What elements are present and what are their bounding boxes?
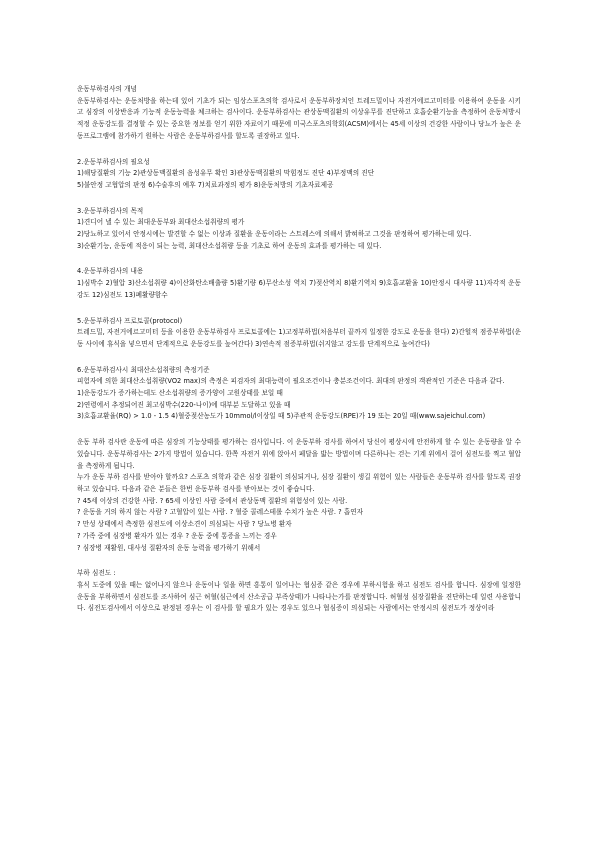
section-title: 운동부하검사의 개념 (77, 85, 137, 93)
list-item: ? 심장병 재활원, 대사성 질환자의 운동 능력을 평가하기 위해서 (77, 543, 261, 552)
paragraph: 2)연령에서 추정되어진 최고심박수(220-나이)에 대부분 도달하고 있을 때 (77, 400, 291, 409)
list-item: ? 운동을 거의 하지 않는 사람 ? 고혈압이 있는 사람. ? 혈중 콜레스테롤 수치가 높은 사람. ? 흡연자 (77, 508, 364, 517)
paragraph: 3)순환기능, 운동에 적응이 되는 능력, 최대산소섭취량 등을 기초로 하여 운동의 효과를 평가하는 데 있다. (77, 241, 382, 250)
document-body (77, 84, 521, 615)
paragraph: 3)호흡교환율(RQ) > 1.0 - 1.5 4)혈중젖산농도가 10mmol/l이상일 때 5)주관적 운동강도(RPE)가 19 또는 20일 때(www.sajeichul.com) (77, 412, 486, 421)
section-title: 4.운동부하검사의 내용 (77, 267, 144, 276)
section-title: 5.운동부하검사 프로토콜(protocol) (77, 316, 183, 325)
list-item: ? 가족 중에 심장병 환자가 있는 경우 ? 운동 중에 통증을 느끼는 경우 (77, 531, 277, 540)
paragraph: 누가 운동 부하 검사를 받아야 할까요? 스포츠 의학과 같은 심장 질환이 의심되거나, 심장 질환이 생길 위험이 있는 사람들은 운동부하 검사를 할도록 권장하고 있습니다. 다음과 같은 분들은 한번 운동부하 검사를 받아보는 것이 좋습니다. (77, 473, 521, 493)
paragraph: 트레드밀, 자전거에르고미터 등을 이용한 운동부하검사 프로토콜에는 1)고정부하법(처음부터 끝까지 일정한 강도로 운동을 한다) 2)간헐적 점증부하법(운동 사이에 휴식을 넣으면서 단계적으로 운동강도를 높여간다) 3)연속적 점증부하법(쉬지않고 강도를 단계적으로 높여간다) (77, 328, 521, 348)
paragraph: 1)운동강도가 증가하는데도 산소섭취량의 증가양이 고원상태를 보일 때 (77, 389, 283, 398)
paragraph: 1)해당질환의 기능 2)관상동맥질환의 음성유무 확인 3)관상동맥질환의 막힘정도 진단 4)부정맥의 진단 (77, 169, 375, 178)
paragraph: 5)불안정 고협압의 판정 6)수술후의 예후 7)치료과정의 평가 8)운동처방의 기초자료제공 (77, 180, 334, 189)
paragraph: 피험자에 의한 최대산소섭취량(VO2 max)의 측정은 피검자의 최대능력이 필요조건이나 충분조건이다. 최대의 판정의 객관적인 기준은 다음과 같다. (77, 377, 505, 386)
paragraph: 1)견디어 낼 수 있는 최대운동부와 최대산소섭취량의 평가 (77, 218, 245, 227)
paragraph: 2)당뇨하고 있어서 안정시에는 발견할 수 없는 이상과 질환을 운동이라는 스트레스에 의해서 밝혀하고 그것을 판정하여 평가하는데 있다. (77, 230, 472, 239)
paragraph: 휴식 도중에 있을 때는 없어나지 않으나 운동이나 일을 하면 흥통이 일어나는 협심증 같은 경우에 부하시험을 하고 심전도 검사를 합니다. 심장에 일정한 운동을 부하하면서 심전도를 조사하여 심근 허혈(심근에서 산소공급 부족상태)가 나타나는가를 판정합니다. 허혈성 심장질환을 진단하는데 일련 사용합니다. 심전도검사에서 이상으로 판정된 경우는 이 검사를 할 필요가 있는 경우도 있으나 협심증이 의심되는 사람에서는 안정시의 심전도가 정상이라 (77, 580, 521, 613)
paragraph: 운동부하검사는 운동처방을 하는데 있어 기초가 되는 임상스포츠의학 검사로서 운동부하장치인 트레드밀이나 자전거에르고미터를 이용하여 운동을 시키고 심장의 이상반응과 기능적 운동능력을 체크하는 검사이다. 운동부하검사는 관상동맥질환의 이상유무를 진단하고 호흡순환기능을 측정하여 운동처방시 적정 운동강도를 결정할 수 있는 중요한 정보를 얻기 위한 자료이기 때문에 미국스포츠의학회(ACSM)에서는 45세 이상의 건강한 사람이나 당뇨가 높은 운동프로그램에 참가하기 원하는 사람은 운동부하검사를 할도록 권장하고 있다. (77, 96, 521, 140)
section-title: 2.운동부하검사의 필요성 (77, 157, 150, 166)
list-item: ? 만성 상태에서 측정한 심전도에 이상소견이 의심되는 사람 ? 당뇨병 환자 (77, 520, 292, 529)
list-item: ? 45세 이상의 건강한 사람. ? 65세 이상인 사람 중에서 관상동맥 질환의 위험성이 있는 사람. (77, 496, 348, 505)
paragraph: 운동 부하 검사란 운동에 따른 심장의 기능상태를 평가하는 검사입니다. 이 운동부하 검사를 하여서 당신이 평상시에 안전하게 할 수 있는 운동량을 알 수 있습니다. 운동부하검사는 2가지 방법이 있습니다. 한쪽 자전거 위에 앉아서 페달을 밟는 방법이며 다른하나는 걷는 기계 위에서 걸어 심전도를 찍고 혈압을 측정하게 됩니다. (77, 438, 521, 470)
section-title: 부하 심전도 : (77, 569, 116, 578)
section-title: 3.운동부하검사의 목적 (77, 206, 144, 215)
paragraph: 1)심박수 2)혈압 3)산소섭취량 4)이산화탄소배출량 5)환기량 6)무산소성 역치 7)젖산역치 8)환기역치 9)호흡교환율 10)안정시 대사량 11)자각적 운동강도 12)심전도 13)폐활량함수 (77, 279, 521, 299)
section-title: 6.운동부하검사시 최대산소섭취량의 측정기준 (77, 365, 210, 374)
